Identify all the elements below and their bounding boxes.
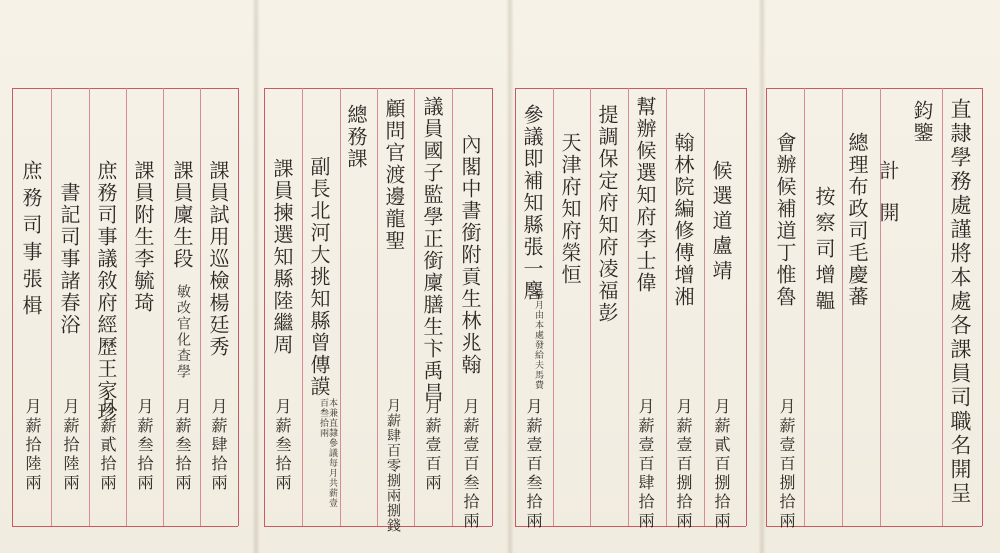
entry-name: 庶務司事張楫 xyxy=(19,160,43,322)
column-rule xyxy=(238,88,239,526)
column-rule xyxy=(746,88,747,526)
entry-salary: 月薪貳百捌拾兩 xyxy=(712,398,731,531)
entry-name: 按察司增韞 xyxy=(812,186,836,316)
entry-name: 顧問官渡邊龍聖 xyxy=(382,98,406,252)
entry-name: 參議即補知縣張一麐 xyxy=(520,104,544,302)
entry-salary: 月薪叁拾兩 xyxy=(135,398,154,493)
list-label: 計開 xyxy=(876,160,900,244)
entry-name: 議員國子監學正銜廩膳生卞禹昌 xyxy=(420,96,444,404)
column-rule xyxy=(982,88,983,526)
frame-top-rule xyxy=(766,88,982,89)
frame-bottom-rule xyxy=(264,526,492,527)
column-rule xyxy=(302,88,303,526)
entry-salary: 月薪壹百兩 xyxy=(423,398,442,493)
entry-salary: 月薪肆百零捌兩捌錢 xyxy=(385,398,401,533)
entry-salary: 月薪拾陸兩 xyxy=(23,398,42,493)
page-fold xyxy=(506,0,514,553)
column-rule xyxy=(12,88,13,526)
entry-name: 總理布政司毛慶蕃 xyxy=(845,132,869,308)
column-rule xyxy=(377,88,378,526)
column-rule xyxy=(515,88,516,526)
page-fold xyxy=(758,0,766,553)
entry-name: 課員揀選知縣陸繼周 xyxy=(270,158,294,356)
entry-name: 課員附生李毓琦 xyxy=(131,160,155,314)
entry-salary: 月薪壹百捌拾兩 xyxy=(674,398,693,531)
page-fold xyxy=(252,0,260,553)
column-rule xyxy=(553,88,554,526)
column-rule xyxy=(163,88,164,526)
frame-bottom-rule xyxy=(12,526,238,527)
column-rule xyxy=(842,88,843,526)
column-rule xyxy=(942,88,943,526)
column-rule xyxy=(666,88,667,526)
entry-name: 副長北河大挑知縣曾傳謨 xyxy=(307,156,331,398)
entry-salary: 月薪壹百叁拾兩 xyxy=(524,398,543,531)
column-rule xyxy=(200,88,201,526)
entry-name: 候選道盧靖 xyxy=(709,160,733,285)
entry-name-continued: 敏改官化查學 xyxy=(175,284,191,380)
entry-note: 每月由本處發給夫馬費 xyxy=(533,290,543,390)
column-rule xyxy=(766,88,767,526)
entry-name: 內閣中書銜附貢生林兆翰 xyxy=(458,134,482,376)
column-rule xyxy=(452,88,453,526)
column-rule xyxy=(51,88,52,526)
entry-salary: 月薪拾陸兩 xyxy=(61,398,80,493)
column-rule xyxy=(126,88,127,526)
entry-note: 本兼直隸參議每月共薪壹百叁拾兩 xyxy=(318,398,337,508)
frame-bottom-rule xyxy=(766,526,982,527)
entry-salary: 月薪壹百肆拾兩 xyxy=(636,398,655,531)
entry-name: 翰林院編修傅增湘 xyxy=(671,132,695,308)
entry-name: 課員試用巡檢楊廷秀 xyxy=(206,160,230,358)
column-rule xyxy=(628,88,629,526)
frame-top-rule xyxy=(264,88,492,89)
entry-name: 書記司事諸春浴 xyxy=(57,182,81,336)
frame-top-rule xyxy=(515,88,746,89)
column-rule xyxy=(492,88,493,526)
section-label: 總務課 xyxy=(344,104,368,170)
entry-name: 幫辦候選知府李士偉 xyxy=(633,96,657,294)
entry-salary: 月薪叁拾兩 xyxy=(173,398,192,493)
column-rule xyxy=(804,88,805,526)
entry-name: 庶務司事議敘府經歷王家珍 xyxy=(94,160,118,424)
entry-name: 提調保定府知府凌福彭 xyxy=(595,104,619,324)
frame-top-rule xyxy=(12,88,238,89)
column-rule xyxy=(89,88,90,526)
salutation-heading: 鈞鑒 xyxy=(910,100,934,144)
column-rule xyxy=(590,88,591,526)
entry-salary: 月薪貳拾兩 xyxy=(98,398,117,493)
entry-name: 會辦候補道丁惟魯 xyxy=(773,132,797,308)
column-rule xyxy=(880,88,881,526)
entry-salary: 月薪壹百叁拾兩 xyxy=(461,398,480,531)
entry-salary: 月薪肆拾兩 xyxy=(209,398,228,493)
entry-name: 天津府知府榮恒 xyxy=(558,132,582,286)
entry-name: 課員廩生段 xyxy=(170,160,194,270)
column-rule xyxy=(340,88,341,526)
document-title: 直隷學務處謹將本處各課員司職名開呈 xyxy=(948,98,972,506)
entry-salary: 月薪叁拾兩 xyxy=(273,398,292,493)
column-rule xyxy=(414,88,415,526)
column-rule xyxy=(264,88,265,526)
column-rule xyxy=(704,88,705,526)
entry-salary: 月薪壹百捌拾兩 xyxy=(777,398,796,531)
